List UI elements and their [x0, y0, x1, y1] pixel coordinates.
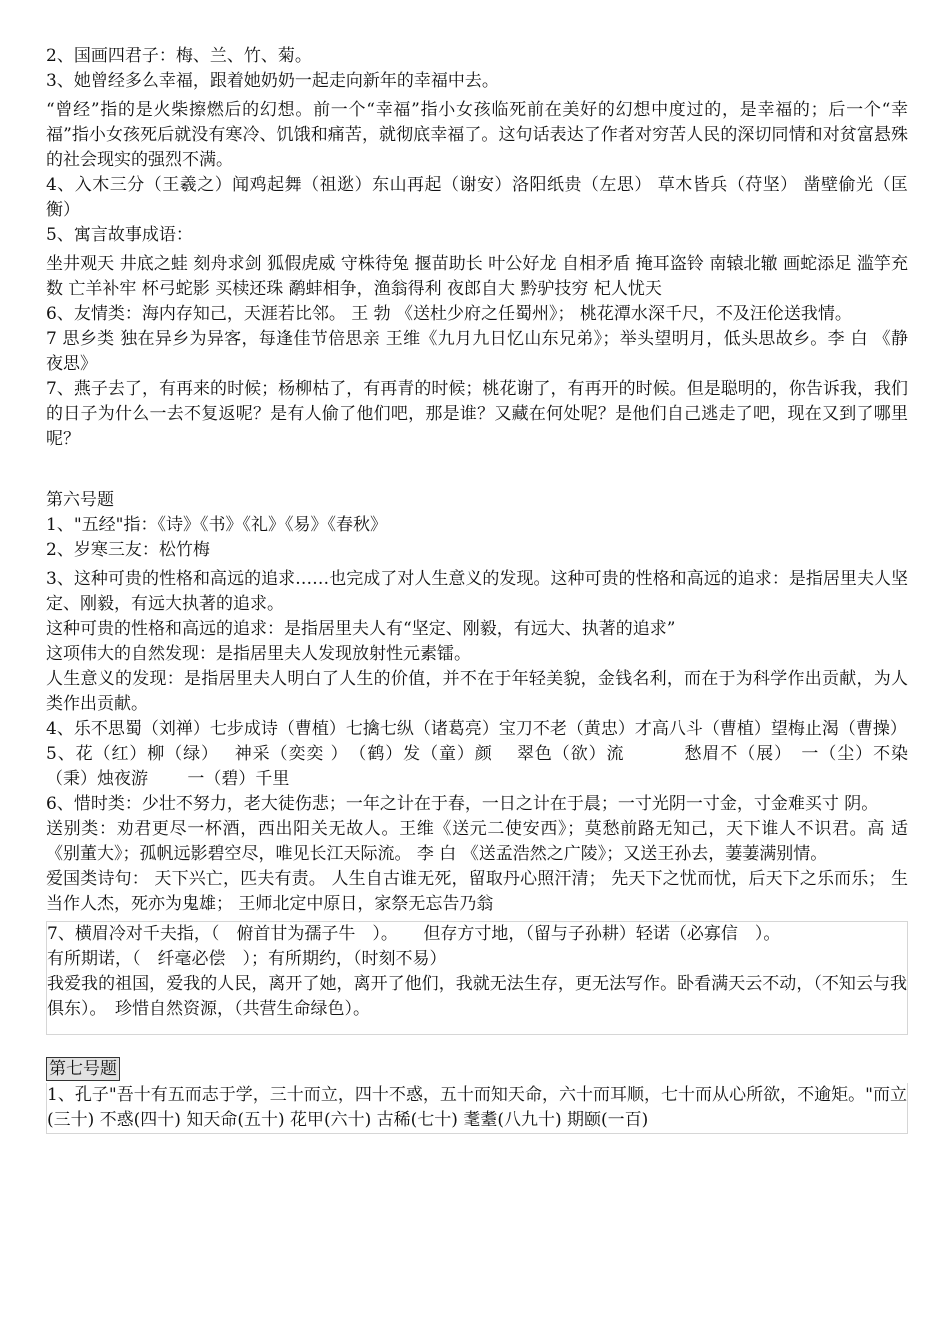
- promise-fill: 有所期诺，（ 纤毫必偿 ）；有所期约，（时刻不易）: [47, 949, 447, 969]
- item-7-poem-fill: 7、横眉冷对千夫指，（ 俯首甘为孺子牛 ）。 但存方寸地，（留与子孙耕）轻诺（必寡信 ）。: [47, 924, 781, 944]
- item-2-three-friends: 2、岁寒三友：松竹梅: [46, 540, 210, 560]
- section-7-title: 第七号题: [46, 1057, 120, 1081]
- item-4-idioms-people: 4、乐不思蜀（刘禅）七步成诗（曹植）七擒七纵（诸葛亮）宝刀不老（黄忠）才高八斗（曹植）望梅止渴（曹操）: [46, 719, 907, 739]
- item-7-homesick-poems: 7 思乡类 独在异乡为异客，每逢佳节倍思亲 王维《九月九日忆山东兄弟》；举头望明月，低头思故乡。李 白 《静夜思》: [46, 329, 908, 374]
- section-7-box: [46, 1083, 908, 1134]
- section-6-title: 第六号题: [46, 490, 114, 510]
- curie-discovery-explanation: 这项伟大的自然发现：是指居里夫人发现放射性元素镭。: [46, 644, 471, 664]
- happiness-explanation: “曾经”指的是火柴擦燃后的幻想。前一个“幸福”指小女孩临死前在美好的幻想中度过的，是幸福的；后一个“幸福”指小女孩死后就没有寒冷、饥饿和痛苦，就彻底幸福了。这句话表达了作者对穷苦人民的深切同情和对贫富悬殊的社会现实的强烈不满。: [46, 100, 908, 170]
- item-5-fable-idioms-title: 5、寓言故事成语：: [46, 225, 193, 245]
- curie-pursuit-explanation: 这种可贵的性格和高远的追求：是指居里夫人有“坚定、刚毅，有远大、执著的追求”: [46, 619, 676, 639]
- item-3-curie-pursuit: 3、这种可贵的性格和高远的追求……也完成了对人生意义的发现。这种可贵的性格和高远的追求：是指居里夫人坚定、刚毅，有远大执著的追求。: [46, 569, 908, 614]
- life-meaning-explanation: 人生意义的发现：是指居里夫人明白了人生的价值，并不在于年轻美貌，金钱名利，而在于为科学作出贡献，为人类作出贡献。: [46, 669, 908, 714]
- fill-in-box: [46, 921, 908, 1035]
- fable-idioms-list: 坐井观天 井底之蛙 刻舟求剑 狐假虎威 守株待兔 揠苗助长 叶公好龙 自相矛盾 掩耳盗铃 南辕北辙 画蛇添足 滥竽充数 亡羊补牢 杯弓蛇影 买椟还珠 鹬蚌相争，渔翁得利 夜郎自大 黔驴技穷 杞人忧天: [46, 254, 908, 299]
- item-3-happiness-sentence: 3、她曾经多么幸福，跟着她奶奶一起走向新年的幸福中去。: [46, 71, 499, 91]
- item-1-confucius-ages: 1、孔子"吾十有五而志于学，三十而立，四十不惑，五十而知天命，六十而耳顺，七十而从心所欲，不逾矩。"而立(三十) 不惑(四十) 知天命(五十) 花甲(六十) 古稀(七十) 耄耋(八九十) 期颐(一百): [47, 1085, 907, 1130]
- item-5-fill-blanks: 5、花（红）柳（绿） 神采（奕奕 ） （鹤）发（童）颜 翠色（欲）流 愁眉不（展） 一（尘）不染 （秉）烛夜游 一（碧）千里: [46, 744, 925, 789]
- patriotic-poems: 爱国类诗句： 天下兴亡，匹夫有责。 人生自古谁无死，留取丹心照汗清； 先天下之忧而忧，后天下之乐而乐； 生当作人杰，死亦为鬼雄； 王师北定中原日，家祭无忘告乃翁: [46, 869, 908, 914]
- item-6-time-poems: 6、惜时类：少壮不努力，老大徒伤悲；一年之计在于春，一日之计在于晨；一寸光阴一寸金，寸金难买寸 阴。: [46, 794, 879, 814]
- item-4-idioms-people: 4、入木三分（王羲之）闻鸡起舞（祖逖）东山再起（谢安）洛阳纸贵（左思） 草木皆兵（苻坚） 凿壁偷光（匡衡）: [46, 175, 908, 220]
- item-7-swallow-passage: 7、燕子去了，有再来的时候；杨柳枯了，有再青的时候；桃花谢了，有再开的时候。但是聪明的，你告诉我，我们的日子为什么一去不复返呢？是有人偷了他们吧，那是谁？又藏在何处呢？是他们自己逃走了吧，现在又到了哪里呢？: [46, 379, 908, 449]
- farewell-poems: 送别类：劝君更尽一杯酒，西出阳关无故人。王维《送元二使安西》；莫愁前路无知己，天下谁人不识君。高 适 《别董大》；孤帆远影碧空尽，唯见长江天际流。 李 白 《送孟浩然之广陵》；又送王孙去，萋萋满别情。: [46, 819, 908, 864]
- item-2-four-gentlemen: 2、国画四君子：梅、兰、竹、菊。: [46, 46, 312, 66]
- item-6-friendship-poems: 6、友情类：海内存知己，天涯若比邻。 王 勃 《送杜少府之任蜀州》； 桃花潭水深千尺，不及汪伦送我情。: [46, 304, 852, 324]
- document-page: [46, 44, 925, 1134]
- item-1-five-classics: 1、"五经"指：《诗》《书》《礼》《易》《春秋》: [46, 515, 387, 535]
- motherland-passage: 我爱我的祖国，爱我的人民，离开了她，离开了他们，我就无法生存，更无法写作。卧看满天云不动，（不知云与我俱东）。 珍惜自然资源，（共营生命绿色）。: [47, 974, 907, 1019]
